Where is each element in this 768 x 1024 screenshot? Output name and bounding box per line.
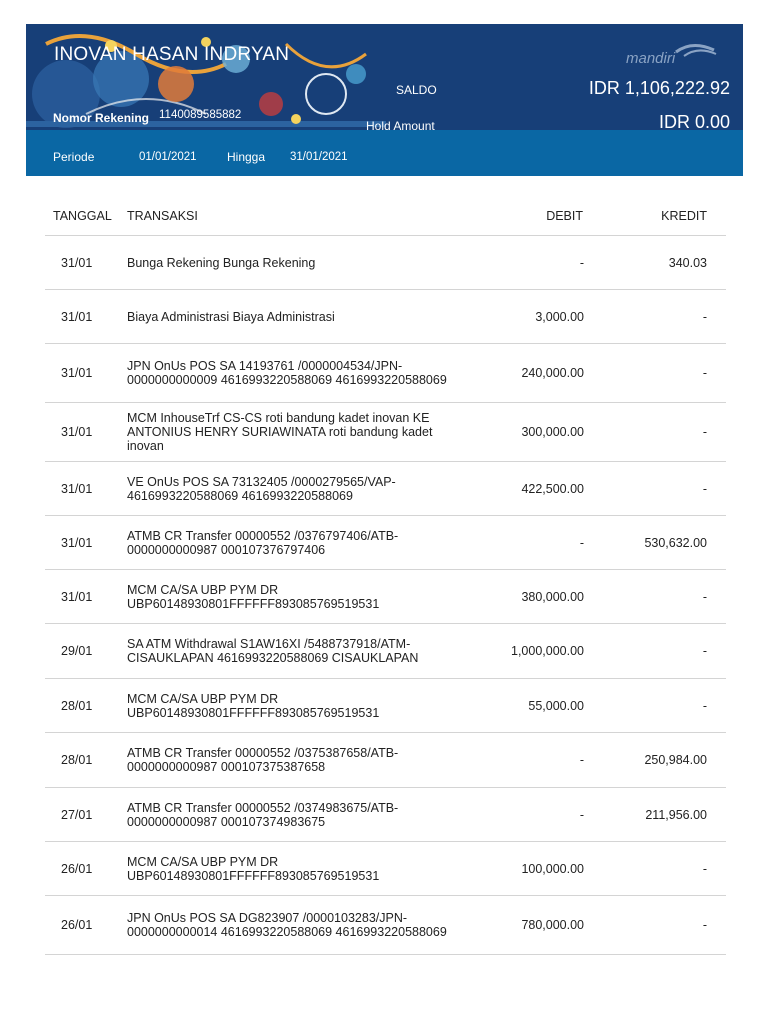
row-transaction: Bunga Rekening Bunga Rekening <box>127 255 316 270</box>
row-credit: 530,632.00 <box>644 535 707 550</box>
mandiri-logo <box>626 40 722 70</box>
table-row <box>45 462 726 516</box>
row-debit: 422,500.00 <box>521 481 584 496</box>
row-transaction: VE OnUs POS SA 73132405 /0000279565/VAP-4616993220588069 4616993220588069 <box>127 474 396 503</box>
row-credit: - <box>702 589 707 604</box>
row-debit: - <box>579 535 584 550</box>
row-date: 31/01 <box>61 425 93 439</box>
row-date: 28/01 <box>61 698 93 713</box>
header-transaksi: TRANSAKSI <box>127 209 198 223</box>
row-credit: - <box>702 425 707 439</box>
row-date: 28/01 <box>61 753 93 767</box>
table-row <box>45 788 726 842</box>
row-credit: 211,956.00 <box>645 807 707 822</box>
table-row <box>45 624 726 679</box>
row-credit: - <box>702 861 707 876</box>
row-credit: - <box>702 309 707 324</box>
table-row <box>45 570 726 624</box>
hingga-label: Hingga <box>227 150 266 164</box>
logo-wordmark: mandiri <box>626 50 676 67</box>
row-date: 26/01 <box>61 918 93 932</box>
row-credit: - <box>702 481 707 496</box>
row-transaction: ATMB CR Transfer 00000552 /0376797406/ATB-0000000000987 000107376797406 <box>127 528 399 557</box>
row-debit: 1,000,000.00 <box>511 644 584 658</box>
periode-bar <box>26 130 743 176</box>
row-date: 27/01 <box>61 807 93 822</box>
row-credit: - <box>702 644 707 658</box>
row-credit: - <box>702 918 707 932</box>
hold-amount-value: IDR 0.00 <box>658 112 730 130</box>
row-debit: - <box>579 753 584 767</box>
periode-to: 31/01/2021 <box>290 151 348 163</box>
row-date: 31/01 <box>61 366 93 380</box>
row-debit: 55,000.00 <box>528 698 584 713</box>
header-banner <box>26 24 743 130</box>
row-transaction: SA ATM Withdrawal S1AW16XI /5488737918/ATM-CISAUKLAPAN 4616993220588069 CISAUKLAPAN <box>127 637 419 665</box>
periode-from: 01/01/2021 <box>139 151 197 163</box>
row-credit: 250,984.00 <box>644 753 707 767</box>
row-debit: 300,000.00 <box>521 425 584 439</box>
account-number-label: Nomor Rekening <box>53 111 150 125</box>
header-kredit: KREDIT <box>661 209 707 223</box>
statement-header <box>26 24 743 176</box>
periode-label: Periode <box>53 150 95 164</box>
row-debit: 3,000.00 <box>535 309 584 324</box>
table-row <box>45 516 726 570</box>
table-row <box>45 679 726 733</box>
saldo-value: IDR 1,106,222.92 <box>588 78 730 98</box>
row-transaction: MCM CA/SA UBP PYM DR UBP60148930801FFFFFF893085769519531 <box>127 582 380 611</box>
row-transaction: JPN OnUs POS SA DG823907 /0000103283/JPN-0000000000014 4616993220588069 4616993220588069 <box>127 911 447 939</box>
row-date: 31/01 <box>61 255 93 270</box>
table-body <box>45 236 726 955</box>
saldo-label: SALDO <box>396 83 437 97</box>
table-row <box>45 344 726 403</box>
row-credit: 340.03 <box>668 255 707 270</box>
row-credit: - <box>702 698 707 713</box>
row-debit: - <box>579 807 584 822</box>
row-transaction: MCM InhouseTrf CS-CS roti bandung kadet inovan KE ANTONIUS HENRY SURIAWINATA roti bandung kadet inovan <box>127 411 433 453</box>
header-debit: DEBIT <box>546 209 583 223</box>
row-transaction: MCM CA/SA UBP PYM DR UBP60148930801FFFFFF893085769519531 <box>127 854 380 883</box>
row-transaction: JPN OnUs POS SA 14193761 /0000004534/JPN-0000000000009 4616993220588069 4616993220588069 <box>127 359 447 387</box>
table-row <box>45 842 726 896</box>
table-row <box>45 403 726 462</box>
transaction-table <box>45 196 726 955</box>
row-debit: - <box>579 255 584 270</box>
row-transaction: Biaya Administrasi Biaya Administrasi <box>127 309 335 324</box>
row-transaction: ATMB CR Transfer 00000552 /0374983675/ATB-0000000000987 000107374983675 <box>127 800 399 829</box>
table-row <box>45 733 726 788</box>
row-debit: 240,000.00 <box>521 366 584 380</box>
row-date: 29/01 <box>61 644 93 658</box>
row-date: 31/01 <box>61 589 93 604</box>
hold-amount-label: Hold Amount <box>366 119 435 130</box>
row-transaction: ATMB CR Transfer 00000552 /0375387658/ATB-0000000000987 000107375387658 <box>127 746 399 774</box>
account-holder-name: INOVAN HASAN INDRYAN <box>54 44 290 65</box>
table-header <box>45 196 726 236</box>
row-date: 31/01 <box>61 481 93 496</box>
row-transaction: MCM CA/SA UBP PYM DR UBP60148930801FFFFFF893085769519531 <box>127 691 380 720</box>
row-date: 26/01 <box>61 861 93 876</box>
row-debit: 380,000.00 <box>521 589 584 604</box>
table-row <box>45 290 726 344</box>
row-credit: - <box>702 366 707 380</box>
row-debit: 780,000.00 <box>521 918 584 932</box>
row-debit: 100,000.00 <box>521 861 584 876</box>
row-date: 31/01 <box>61 309 93 324</box>
header-tanggal: TANGGAL <box>53 209 112 223</box>
account-number: 1140089585882 <box>159 109 242 121</box>
table-row <box>45 896 726 955</box>
row-date: 31/01 <box>61 535 93 550</box>
table-row <box>45 236 726 290</box>
